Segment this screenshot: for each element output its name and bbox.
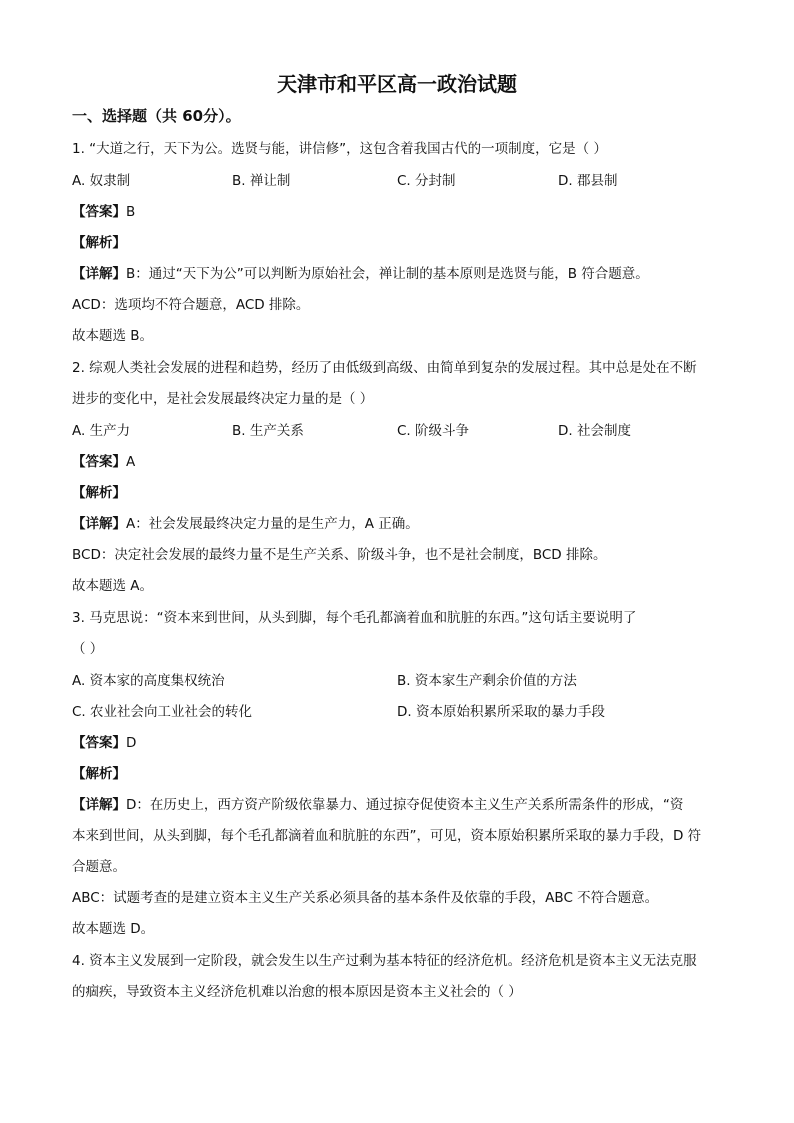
question-1-conclusion: 故本题选 B。 [72,328,154,344]
question-2-stem-line1: 2. 综观人类社会发展的进程和趋势，经历了由低级到高级、由简单到复杂的发展过程。其中总是处在不断 [72,360,697,376]
question-3-detail-line3: 合题意。 [72,859,126,875]
answer-value: D [126,735,137,751]
question-2-stem-line2: 进步的变化中，是社会发展最终决定力量的是（ ） [72,391,374,407]
question-1-option-d: D. 郡县制 [558,173,618,189]
question-1-option-c: C. 分封制 [397,173,456,189]
question-3-option-d: D. 资本原始积累所采取的暴力手段 [397,704,605,720]
detail-text: B：通过“天下为公”可以判断为原始社会，禅让制的基本原则是选贤与能，B 符合题意。 [126,266,649,282]
page-title: 天津市和平区高一政治试题 [277,72,517,96]
answer-tag: 【答案】 [72,204,126,220]
question-2-option-d: D. 社会制度 [558,423,631,439]
question-2-extra: BCD：决定社会发展的最终力量不是生产关系、阶级斗争，也不是社会制度，BCD 排除。 [72,547,607,563]
question-1-stem: 1. “大道之行，天下为公。选贤与能，讲信修”，这包含着我国古代的一项制度，它是（ ） [72,141,607,157]
question-1-analysis-tag: 【解析】 [72,235,126,251]
question-2-option-b: B. 生产关系 [232,423,304,439]
detail-text: D：在历史上，西方资产阶级依靠暴力、通过掠夺促使资本主义生产关系所需条件的形成，“资 [126,797,684,813]
question-2-conclusion: 故本题选 A。 [72,578,154,594]
question-3-detail-line1 [72,795,732,815]
question-2-option-c: C. 阶级斗争 [397,423,470,439]
question-1-option-b: B. 禅让制 [232,173,291,189]
question-2-option-a: A. 生产力 [72,423,131,439]
detail-text: A：社会发展最终决定力量的是生产力，A 正确。 [126,516,419,532]
detail-tag: 【详解】 [72,266,126,282]
detail-tag: 【详解】 [72,797,126,813]
question-4-stem-line2: 的痼疾，导致资本主义经济危机难以治愈的根本原因是资本主义社会的（ ） [72,984,522,1000]
question-1-detail [72,264,732,284]
question-3-analysis-tag: 【解析】 [72,766,126,782]
question-3-answer [72,733,732,753]
question-3-option-c: C. 农业社会向工业社会的转化 [72,704,253,720]
question-3-option-b: B. 资本家生产剩余价值的方法 [397,673,577,689]
question-4-stem-line1: 4. 资本主义发展到一定阶段，就会发生以生产过剩为基本特征的经济危机。经济危机是资本主义无法克服 [72,953,697,969]
answer-value: B [126,204,136,220]
question-2-analysis-tag: 【解析】 [72,485,126,501]
question-1-option-a: A. 奴隶制 [72,173,131,189]
question-3-conclusion: 故本题选 D。 [72,921,155,937]
answer-value: A [126,454,136,470]
question-2-answer [72,452,732,472]
question-3-extra: ABC：试题考查的是建立资本主义生产关系必须具备的基本条件及依靠的手段，ABC 不符合题意。 [72,890,659,906]
question-1-extra: ACD：选项均不符合题意，ACD 排除。 [72,297,310,313]
answer-tag: 【答案】 [72,454,126,470]
detail-tag: 【详解】 [72,516,126,532]
question-2-detail [72,514,732,534]
question-3-detail-line2: 本来到世间，从头到脚，每个毛孔都滴着血和肮脏的东西”，可见，资本原始积累所采取的暴力手段，D 符 [72,828,702,844]
question-3-option-a: A. 资本家的高度集权统治 [72,673,225,689]
question-1-answer [72,202,732,222]
question-3-stem-line2: （ ） [72,641,104,657]
question-3-stem-line1: 3. 马克思说：“资本来到世间，从头到脚，每个毛孔都滴着血和肮脏的东西。”这句话主要说明了 [72,610,637,626]
section-heading: 一、选择题（共 60分）。 [72,107,241,125]
answer-tag: 【答案】 [72,735,126,751]
